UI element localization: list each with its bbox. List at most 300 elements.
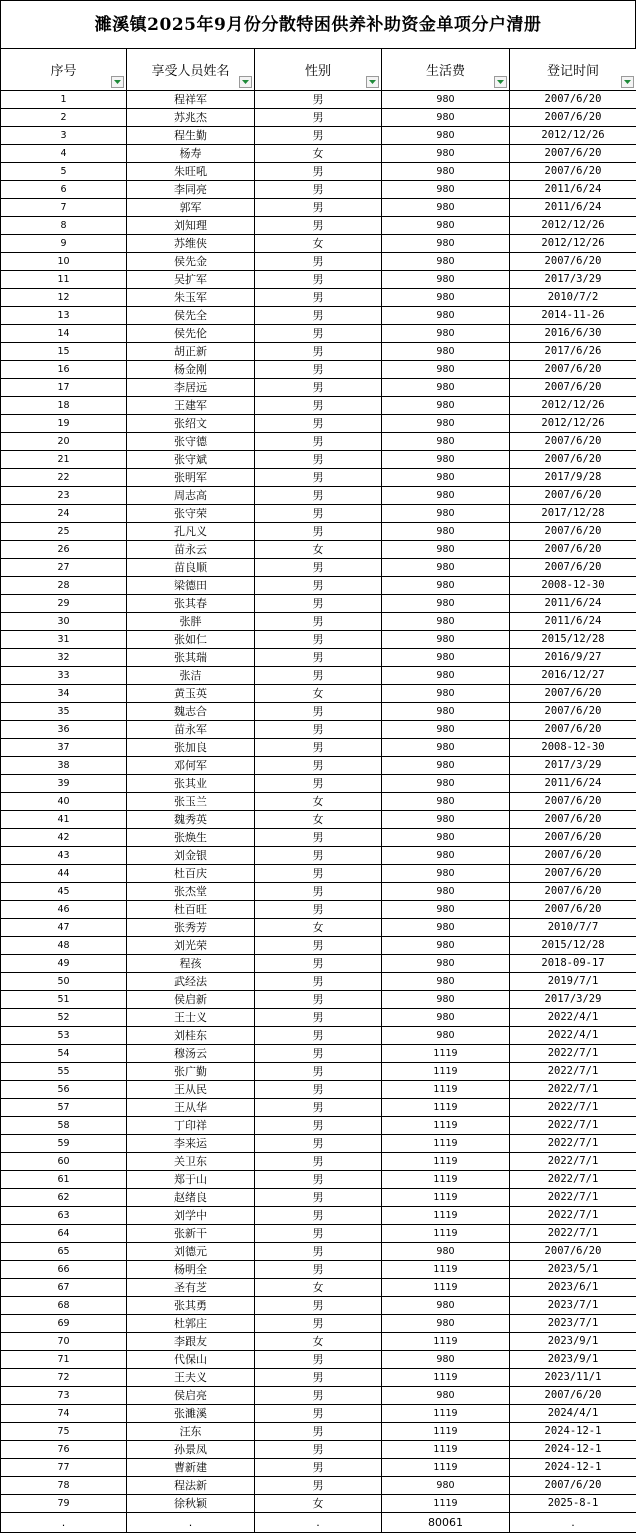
fee-cell[interactable]: 980 [382,379,510,397]
seq-cell[interactable]: 34 [1,685,127,703]
name-cell[interactable]: 苗永云 [127,541,255,559]
name-cell[interactable]: 刘金银 [127,847,255,865]
gender-cell[interactable]: 男 [255,217,382,235]
gender-cell[interactable]: 男 [255,1153,382,1171]
seq-cell[interactable]: 69 [1,1315,127,1333]
gender-cell[interactable]: 男 [255,1171,382,1189]
date-cell[interactable]: 2007/6/20 [510,91,636,109]
fee-cell[interactable]: 980 [382,343,510,361]
seq-cell[interactable]: 49 [1,955,127,973]
seq-cell[interactable]: 73 [1,1387,127,1405]
date-cell[interactable]: 2024-12-1 [510,1459,636,1477]
date-cell[interactable]: 2007/6/20 [510,109,636,127]
name-cell[interactable]: 穆汤云 [127,1045,255,1063]
name-cell[interactable]: 张秀芳 [127,919,255,937]
date-cell[interactable]: 2007/6/20 [510,1387,636,1405]
date-cell[interactable]: 2015/12/28 [510,631,636,649]
gender-cell[interactable]: 男 [255,433,382,451]
fee-cell[interactable]: 980 [382,523,510,541]
filter-dropdown-icon[interactable] [494,76,507,88]
date-cell[interactable]: 2007/6/20 [510,541,636,559]
fee-cell[interactable]: 980 [382,613,510,631]
fee-cell[interactable]: 980 [382,433,510,451]
date-cell[interactable]: 2007/6/20 [510,163,636,181]
name-cell[interactable]: 孔凡义 [127,523,255,541]
gender-cell[interactable]: 男 [255,451,382,469]
seq-cell[interactable]: 17 [1,379,127,397]
name-cell[interactable]: 刘学中 [127,1207,255,1225]
name-cell[interactable]: 杜百庆 [127,865,255,883]
name-cell[interactable]: 关卫东 [127,1153,255,1171]
gender-cell[interactable]: 男 [255,559,382,577]
date-cell[interactable]: 2007/6/20 [510,1243,636,1261]
gender-cell[interactable]: 女 [255,235,382,253]
filter-dropdown-icon[interactable] [366,76,379,88]
name-cell[interactable]: 侯先全 [127,307,255,325]
fee-cell[interactable]: 980 [382,631,510,649]
seq-cell[interactable]: 26 [1,541,127,559]
fee-cell[interactable]: 980 [382,793,510,811]
name-cell[interactable]: 张广勤 [127,1063,255,1081]
fee-cell[interactable]: 980 [382,1009,510,1027]
filter-dropdown-icon[interactable] [111,76,124,88]
gender-cell[interactable]: 男 [255,1297,382,1315]
seq-cell[interactable]: 9 [1,235,127,253]
name-cell[interactable]: 张绍文 [127,415,255,433]
fee-cell[interactable]: 980 [382,1243,510,1261]
seq-cell[interactable]: 7 [1,199,127,217]
name-cell[interactable]: 吴扩军 [127,271,255,289]
name-cell[interactable]: 侯启新 [127,991,255,1009]
seq-cell[interactable]: 56 [1,1081,127,1099]
fee-cell[interactable]: 980 [382,145,510,163]
gender-cell[interactable]: 男 [255,829,382,847]
fee-cell[interactable]: 980 [382,721,510,739]
date-cell[interactable]: 2022/7/1 [510,1045,636,1063]
gender-cell[interactable]: 男 [255,595,382,613]
fee-cell[interactable]: 980 [382,397,510,415]
fee-cell[interactable]: 1119 [382,1225,510,1243]
name-cell[interactable]: 王建军 [127,397,255,415]
gender-cell[interactable]: 男 [255,199,382,217]
date-cell[interactable]: 2023/9/1 [510,1333,636,1351]
date-cell[interactable]: 2007/6/20 [510,145,636,163]
name-cell[interactable]: 侯先金 [127,253,255,271]
fee-cell[interactable]: 1119 [382,1153,510,1171]
gender-cell[interactable]: 女 [255,145,382,163]
gender-cell[interactable]: 男 [255,1135,382,1153]
gender-cell[interactable]: 男 [255,847,382,865]
gender-cell[interactable]: 男 [255,1477,382,1495]
date-cell[interactable]: 2022/7/1 [510,1063,636,1081]
date-cell[interactable]: 2017/3/29 [510,991,636,1009]
gender-cell[interactable]: 男 [255,1009,382,1027]
date-cell[interactable]: 2015/12/28 [510,937,636,955]
name-cell[interactable]: 杨明全 [127,1261,255,1279]
date-cell[interactable]: 2007/6/20 [510,865,636,883]
fee-cell[interactable]: 1119 [382,1279,510,1297]
name-cell[interactable]: 魏志合 [127,703,255,721]
seq-cell[interactable]: 64 [1,1225,127,1243]
name-cell[interactable]: 赵绪良 [127,1189,255,1207]
date-cell[interactable]: 2007/6/20 [510,487,636,505]
gender-cell[interactable]: 男 [255,937,382,955]
name-cell[interactable]: 张焕生 [127,829,255,847]
fee-cell[interactable]: 980 [382,217,510,235]
fee-cell[interactable]: 1119 [382,1423,510,1441]
gender-cell[interactable]: 男 [255,865,382,883]
fee-cell[interactable]: 980 [382,559,510,577]
date-cell[interactable]: 2011/6/24 [510,613,636,631]
fee-cell[interactable]: 1119 [382,1135,510,1153]
name-cell[interactable]: 苏维侠 [127,235,255,253]
fee-cell[interactable]: 980 [382,181,510,199]
name-cell[interactable]: 朱玉军 [127,289,255,307]
fee-cell[interactable]: 980 [382,91,510,109]
name-cell[interactable]: 武经法 [127,973,255,991]
seq-cell[interactable]: 52 [1,1009,127,1027]
fee-cell[interactable]: 1119 [382,1459,510,1477]
fee-cell[interactable]: 980 [382,775,510,793]
date-cell[interactable]: 2008-12-30 [510,577,636,595]
seq-cell[interactable]: 20 [1,433,127,451]
gender-cell[interactable]: 男 [255,613,382,631]
date-cell[interactable]: 2022/7/1 [510,1171,636,1189]
fee-cell[interactable]: 980 [382,505,510,523]
name-cell[interactable]: 张杰堂 [127,883,255,901]
date-cell[interactable]: 2022/7/1 [510,1207,636,1225]
date-cell[interactable]: 2012/12/26 [510,235,636,253]
date-cell[interactable]: 2012/12/26 [510,397,636,415]
fee-cell[interactable]: 980 [382,865,510,883]
fee-cell[interactable]: 980 [382,1297,510,1315]
name-cell[interactable]: 郭军 [127,199,255,217]
date-cell[interactable]: 2019/7/1 [510,973,636,991]
seq-cell[interactable]: 36 [1,721,127,739]
fee-cell[interactable]: 980 [382,685,510,703]
name-cell[interactable]: 张守斌 [127,451,255,469]
seq-cell[interactable]: 25 [1,523,127,541]
date-cell[interactable]: 2011/6/24 [510,595,636,613]
name-cell[interactable]: 李同亮 [127,181,255,199]
seq-cell[interactable]: 6 [1,181,127,199]
fee-cell[interactable]: 980 [382,703,510,721]
gender-cell[interactable]: 男 [255,973,382,991]
fee-cell[interactable]: 1119 [382,1405,510,1423]
fee-cell[interactable]: 980 [382,577,510,595]
seq-cell[interactable]: 3 [1,127,127,145]
seq-cell[interactable]: 44 [1,865,127,883]
name-cell[interactable]: 孙景凤 [127,1441,255,1459]
fee-cell[interactable]: 1119 [382,1099,510,1117]
name-cell[interactable]: 曹新建 [127,1459,255,1477]
seq-cell[interactable]: 5 [1,163,127,181]
gender-cell[interactable]: 男 [255,271,382,289]
seq-cell[interactable]: 57 [1,1099,127,1117]
fee-cell[interactable]: 1119 [382,1495,510,1513]
fee-cell[interactable]: 980 [382,271,510,289]
seq-cell[interactable]: 24 [1,505,127,523]
fee-cell[interactable]: 1119 [382,1045,510,1063]
name-cell[interactable]: 程生勤 [127,127,255,145]
name-cell[interactable]: 李居远 [127,379,255,397]
gender-cell[interactable]: 男 [255,469,382,487]
seq-cell[interactable]: 14 [1,325,127,343]
fee-cell[interactable]: 980 [382,487,510,505]
date-cell[interactable]: 2022/7/1 [510,1225,636,1243]
footer-date-cell[interactable]: . [510,1513,636,1533]
date-cell[interactable]: 2007/6/20 [510,379,636,397]
filter-dropdown-icon[interactable] [239,76,252,88]
gender-cell[interactable]: 男 [255,1315,382,1333]
date-cell[interactable]: 2017/9/28 [510,469,636,487]
name-cell[interactable]: 苗良顺 [127,559,255,577]
fee-cell[interactable]: 1119 [382,1333,510,1351]
seq-cell[interactable]: 78 [1,1477,127,1495]
date-cell[interactable]: 2011/6/24 [510,199,636,217]
seq-cell[interactable]: 54 [1,1045,127,1063]
date-cell[interactable]: 2007/6/20 [510,361,636,379]
date-cell[interactable]: 2022/7/1 [510,1153,636,1171]
date-cell[interactable]: 2016/6/30 [510,325,636,343]
name-cell[interactable]: 张如仁 [127,631,255,649]
date-cell[interactable]: 2018-09-17 [510,955,636,973]
seq-cell[interactable]: 29 [1,595,127,613]
seq-cell[interactable]: 10 [1,253,127,271]
name-cell[interactable]: 邓何军 [127,757,255,775]
seq-cell[interactable]: 66 [1,1261,127,1279]
name-cell[interactable]: 张其勇 [127,1297,255,1315]
fee-cell[interactable]: 980 [382,361,510,379]
gender-cell[interactable]: 男 [255,253,382,271]
gender-cell[interactable]: 男 [255,901,382,919]
seq-cell[interactable]: 47 [1,919,127,937]
fee-cell[interactable]: 980 [382,541,510,559]
fee-cell[interactable]: 980 [382,199,510,217]
gender-cell[interactable]: 男 [255,721,382,739]
fee-cell[interactable]: 1119 [382,1063,510,1081]
seq-cell[interactable]: 72 [1,1369,127,1387]
gender-cell[interactable]: 男 [255,163,382,181]
seq-cell[interactable]: 1 [1,91,127,109]
date-cell[interactable]: 2010/7/7 [510,919,636,937]
date-cell[interactable]: 2007/6/20 [510,829,636,847]
date-cell[interactable]: 2025-8-1 [510,1495,636,1513]
name-cell[interactable]: 梁德田 [127,577,255,595]
gender-cell[interactable]: 男 [255,1027,382,1045]
fee-cell[interactable]: 980 [382,1315,510,1333]
gender-cell[interactable]: 男 [255,991,382,1009]
seq-cell[interactable]: 70 [1,1333,127,1351]
seq-cell[interactable]: 74 [1,1405,127,1423]
fee-cell[interactable]: 980 [382,1027,510,1045]
seq-cell[interactable]: 35 [1,703,127,721]
gender-cell[interactable]: 男 [255,505,382,523]
seq-cell[interactable]: 62 [1,1189,127,1207]
fee-cell[interactable]: 980 [382,1351,510,1369]
name-cell[interactable]: 张濉溪 [127,1405,255,1423]
name-cell[interactable]: 张其春 [127,595,255,613]
gender-cell[interactable]: 女 [255,541,382,559]
seq-cell[interactable]: 13 [1,307,127,325]
name-cell[interactable]: 朱旺吼 [127,163,255,181]
fee-cell[interactable]: 980 [382,469,510,487]
fee-cell[interactable]: 1119 [382,1171,510,1189]
fee-cell[interactable]: 980 [382,991,510,1009]
fee-cell[interactable]: 1119 [382,1207,510,1225]
date-cell[interactable]: 2007/6/20 [510,1477,636,1495]
date-cell[interactable]: 2007/6/20 [510,847,636,865]
fee-cell[interactable]: 980 [382,595,510,613]
seq-cell[interactable]: 50 [1,973,127,991]
name-cell[interactable]: 苗永军 [127,721,255,739]
name-cell[interactable]: 王夫义 [127,1369,255,1387]
seq-cell[interactable]: 11 [1,271,127,289]
date-cell[interactable]: 2012/12/26 [510,217,636,235]
seq-cell[interactable]: 23 [1,487,127,505]
gender-cell[interactable]: 男 [255,649,382,667]
date-cell[interactable]: 2022/7/1 [510,1135,636,1153]
seq-cell[interactable]: 65 [1,1243,127,1261]
gender-cell[interactable]: 男 [255,109,382,127]
seq-cell[interactable]: 31 [1,631,127,649]
date-cell[interactable]: 2022/7/1 [510,1081,636,1099]
date-cell[interactable]: 2023/7/1 [510,1315,636,1333]
seq-cell[interactable]: 46 [1,901,127,919]
fee-cell[interactable]: 1119 [382,1441,510,1459]
name-cell[interactable]: 张明军 [127,469,255,487]
gender-cell[interactable]: 男 [255,1189,382,1207]
date-cell[interactable]: 2007/6/20 [510,811,636,829]
seq-cell[interactable]: 61 [1,1171,127,1189]
name-cell[interactable]: 黄玉英 [127,685,255,703]
gender-cell[interactable]: 男 [255,703,382,721]
seq-cell[interactable]: 53 [1,1027,127,1045]
name-cell[interactable]: 苏兆杰 [127,109,255,127]
date-cell[interactable]: 2011/6/24 [510,181,636,199]
seq-cell[interactable]: 67 [1,1279,127,1297]
fee-cell[interactable]: 980 [382,325,510,343]
total-fee-cell[interactable]: 80061 [382,1513,510,1533]
gender-cell[interactable]: 男 [255,1441,382,1459]
name-cell[interactable]: 程法新 [127,1477,255,1495]
fee-cell[interactable]: 980 [382,289,510,307]
fee-cell[interactable]: 980 [382,955,510,973]
seq-cell[interactable]: 33 [1,667,127,685]
gender-cell[interactable]: 男 [255,127,382,145]
fee-cell[interactable]: 1119 [382,1369,510,1387]
fee-cell[interactable]: 1119 [382,1117,510,1135]
seq-cell[interactable]: 8 [1,217,127,235]
fee-cell[interactable]: 980 [382,307,510,325]
seq-cell[interactable]: 21 [1,451,127,469]
name-cell[interactable]: 王士义 [127,1009,255,1027]
date-cell[interactable]: 2007/6/20 [510,721,636,739]
date-cell[interactable]: 2007/6/20 [510,433,636,451]
fee-cell[interactable]: 980 [382,883,510,901]
fee-cell[interactable]: 980 [382,109,510,127]
seq-cell[interactable]: 58 [1,1117,127,1135]
seq-cell[interactable]: 76 [1,1441,127,1459]
seq-cell[interactable]: 75 [1,1423,127,1441]
date-cell[interactable]: 2008-12-30 [510,739,636,757]
fee-cell[interactable]: 980 [382,253,510,271]
fee-cell[interactable]: 1119 [382,1261,510,1279]
gender-cell[interactable]: 男 [255,883,382,901]
gender-cell[interactable]: 男 [255,1261,382,1279]
footer-name-cell[interactable]: . [127,1513,255,1533]
seq-cell[interactable]: 77 [1,1459,127,1477]
name-cell[interactable]: 刘桂东 [127,1027,255,1045]
date-cell[interactable]: 2022/4/1 [510,1009,636,1027]
seq-cell[interactable]: 30 [1,613,127,631]
gender-cell[interactable]: 男 [255,1243,382,1261]
date-cell[interactable]: 2007/6/20 [510,559,636,577]
date-cell[interactable]: 2016/12/27 [510,667,636,685]
name-cell[interactable]: 侯先伦 [127,325,255,343]
name-cell[interactable]: 胡正新 [127,343,255,361]
gender-cell[interactable]: 男 [255,1081,382,1099]
name-cell[interactable]: 杨寿 [127,145,255,163]
fee-cell[interactable]: 980 [382,739,510,757]
gender-cell[interactable]: 男 [255,91,382,109]
date-cell[interactable]: 2023/9/1 [510,1351,636,1369]
fee-cell[interactable]: 980 [382,1477,510,1495]
gender-cell[interactable]: 男 [255,1207,382,1225]
fee-cell[interactable]: 980 [382,811,510,829]
date-cell[interactable]: 2007/6/20 [510,901,636,919]
gender-cell[interactable]: 女 [255,1333,382,1351]
gender-cell[interactable]: 女 [255,1495,382,1513]
fee-cell[interactable]: 1119 [382,1189,510,1207]
filter-dropdown-icon[interactable] [621,76,634,88]
seq-cell[interactable]: 15 [1,343,127,361]
gender-cell[interactable]: 男 [255,325,382,343]
name-cell[interactable]: 程祥军 [127,91,255,109]
fee-cell[interactable]: 980 [382,937,510,955]
date-cell[interactable]: 2016/9/27 [510,649,636,667]
date-cell[interactable]: 2007/6/20 [510,451,636,469]
fee-cell[interactable]: 980 [382,973,510,991]
date-cell[interactable]: 2011/6/24 [510,775,636,793]
seq-cell[interactable]: 55 [1,1063,127,1081]
fee-cell[interactable]: 980 [382,235,510,253]
name-cell[interactable]: 杜郭庄 [127,1315,255,1333]
date-cell[interactable]: 2012/12/26 [510,415,636,433]
date-cell[interactable]: 2007/6/20 [510,883,636,901]
fee-cell[interactable]: 980 [382,451,510,469]
gender-cell[interactable]: 男 [255,361,382,379]
gender-cell[interactable]: 男 [255,289,382,307]
seq-cell[interactable]: 71 [1,1351,127,1369]
seq-cell[interactable]: 37 [1,739,127,757]
gender-cell[interactable]: 男 [255,307,382,325]
name-cell[interactable]: 刘知理 [127,217,255,235]
seq-cell[interactable]: 22 [1,469,127,487]
date-cell[interactable]: 2023/5/1 [510,1261,636,1279]
name-cell[interactable]: 刘德元 [127,1243,255,1261]
gender-cell[interactable]: 男 [255,1387,382,1405]
gender-cell[interactable]: 男 [255,1423,382,1441]
gender-cell[interactable]: 女 [255,793,382,811]
footer-gender-cell[interactable]: . [255,1513,382,1533]
date-cell[interactable]: 2007/6/20 [510,703,636,721]
seq-cell[interactable]: 2 [1,109,127,127]
gender-cell[interactable]: 男 [255,1099,382,1117]
gender-cell[interactable]: 男 [255,1459,382,1477]
date-cell[interactable]: 2024-12-1 [510,1441,636,1459]
seq-cell[interactable]: 16 [1,361,127,379]
